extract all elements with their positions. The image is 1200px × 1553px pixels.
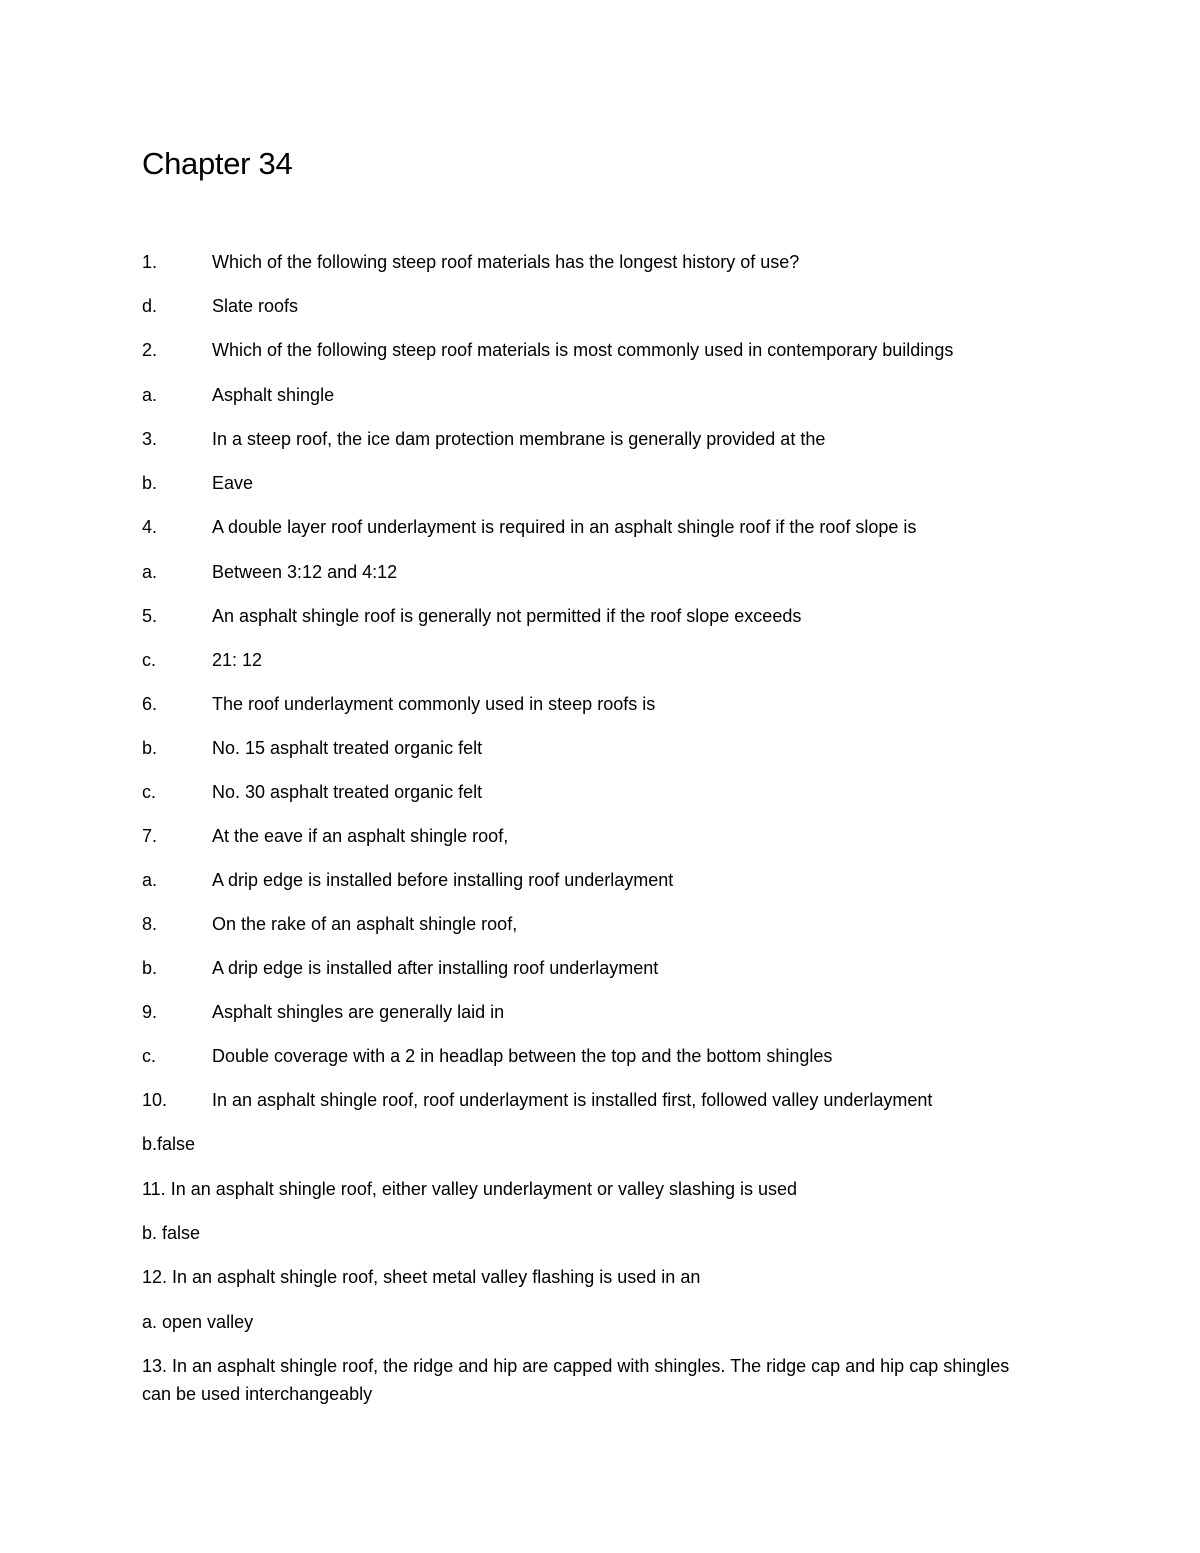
answer-line: a. open valley xyxy=(142,1312,254,1332)
item-text: Which of the following steep roof materials is most commonly used in contemporary buildings xyxy=(212,340,954,360)
item-marker: 2. xyxy=(142,340,158,360)
item-text: At the eave if an asphalt shingle roof, xyxy=(212,826,509,846)
item-marker: 8. xyxy=(142,914,158,934)
item-text: In an asphalt shingle roof, roof underlayment is installed first, followed valley underlayment xyxy=(212,1090,933,1110)
item-marker: 6. xyxy=(142,694,158,714)
question-line: 11. In an asphalt shingle roof, either valley underlayment or valley slashing is used xyxy=(142,1179,798,1199)
item-marker: c. xyxy=(142,1046,157,1066)
item-text: In a steep roof, the ice dam protection membrane is generally provided at the xyxy=(212,429,826,449)
item-text: Asphalt shingles are generally laid in xyxy=(212,1002,505,1022)
item-marker: a. xyxy=(142,562,158,582)
page-title: Chapter 34 xyxy=(142,146,293,181)
item-marker: 9. xyxy=(142,1002,158,1022)
item-marker: d. xyxy=(142,296,158,316)
item-text: On the rake of an asphalt shingle roof, xyxy=(212,914,518,934)
item-text: A drip edge is installed after installing roof underlayment xyxy=(212,958,659,978)
item-marker: 4. xyxy=(142,517,158,537)
item-marker: a. xyxy=(142,870,158,890)
item-text: The roof underlayment commonly used in steep roofs is xyxy=(212,694,656,714)
question-line: 12. In an asphalt shingle roof, sheet metal valley flashing is used in an xyxy=(142,1267,701,1287)
item-marker: b. xyxy=(142,738,158,758)
item-text: An asphalt shingle roof is generally not permitted if the roof slope exceeds xyxy=(212,606,802,626)
item-marker: b. xyxy=(142,473,158,493)
item-text: Eave xyxy=(212,473,254,493)
item-marker: 5. xyxy=(142,606,158,626)
item-text: A drip edge is installed before installing roof underlayment xyxy=(212,870,674,890)
item-marker: b. xyxy=(142,958,158,978)
item-text: 21: 12 xyxy=(212,650,263,670)
item-text: No. 30 asphalt treated organic felt xyxy=(212,782,483,802)
question-line: 13. In an asphalt shingle roof, the ridge and hip are capped with shingles. The ridge cap and hip cap shingles can be used interchangeably xyxy=(142,1356,1010,1404)
answer-line: b.false xyxy=(142,1134,196,1154)
item-text: Which of the following steep roof materials has the longest history of use? xyxy=(212,252,800,272)
item-text: No. 15 asphalt treated organic felt xyxy=(212,738,483,758)
item-text: Double coverage with a 2 in headlap between the top and the bottom shingles xyxy=(212,1046,833,1066)
item-text: Between 3:12 and 4:12 xyxy=(212,562,398,582)
item-marker: 10. xyxy=(142,1090,168,1110)
answer-line: b. false xyxy=(142,1223,201,1243)
item-text: Slate roofs xyxy=(212,296,299,316)
item-marker: 3. xyxy=(142,429,158,449)
item-marker: c. xyxy=(142,782,157,802)
item-marker: a. xyxy=(142,385,158,405)
item-text: Asphalt shingle xyxy=(212,385,335,405)
item-marker: 7. xyxy=(142,826,158,846)
item-marker: 1. xyxy=(142,252,158,272)
item-text: A double layer roof underlayment is required in an asphalt shingle roof if the roof slope is xyxy=(212,517,917,537)
item-marker: c. xyxy=(142,650,157,670)
